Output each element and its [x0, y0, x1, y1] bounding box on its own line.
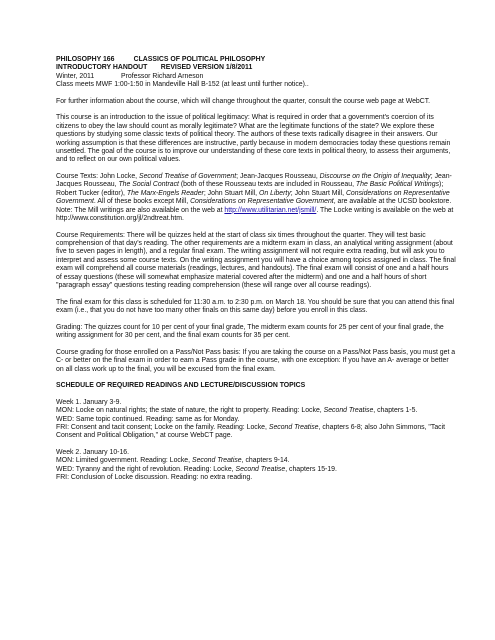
- book-title: Considerations on Representative Government: [190, 198, 334, 206]
- book-title: Considerations on Representative Government: [56, 189, 450, 206]
- entry-text: MON: Locke on natural rights; the state of nature, the right to property. Reading: Locke,: [56, 407, 324, 415]
- week-heading: Week 2. January 10-16.: [56, 448, 130, 456]
- texts-part: ); Robert Tucker (editor),: [56, 181, 444, 197]
- texts-part: ; John Stuart Mill,: [203, 189, 259, 197]
- handout-title: INTRODUCTORY HANDOUT REVISED VERSION 1/8/2011: [56, 64, 253, 72]
- schedule-title: SCHEDULE OF REQUIRED READINGS AND LECTURE/DISCUSSION TOPICS: [56, 382, 306, 390]
- entry-text: FRI: Consent and tacit consent; Locke on the family. Reading: Locke,: [56, 423, 269, 431]
- book-title: Second Treatise: [323, 407, 374, 415]
- texts-part: ; John Stuart Mill,: [290, 189, 346, 197]
- week-entry-mon: [56, 457, 456, 465]
- week-2-block: [56, 449, 456, 483]
- entry-text: , chapters 6-8; also John Simmons, "Tacit Consent and Political Obligation," at course WebCT page.: [56, 423, 446, 440]
- texts-part: ; Jean-Jacques Rousseau,: [56, 173, 452, 189]
- texts-part: Course Texts: John Locke,: [56, 173, 139, 181]
- book-title: Second Treatise: [268, 423, 319, 431]
- final-exam-paragraph: The final exam for this class is scheduled for 11:30 a.m. to 2:30 p.m. on March 18. You should be sure that you can attend this final exam (i.e., that you do not have too many other finals on this same day) before you enroll in this class.: [56, 298, 455, 315]
- document-header: [56, 56, 456, 90]
- requirements-paragraph: Course Requirements: There will be quizzes held at the start of class six times throughout the quarter. They will test basic comprehension of that day's reading. The other requirements are a midterm exam in class, an analytical writing assignment (about five to seven pages in length), and a regular final exam. The writing assignment will not require extra reading, but will ask you to interpret and assess some course texts. On the writing assignment you will have a choice among topics assigned in class. The final exam will comprehend all course materials (readings, lectures, and handouts). The final exam will consist of one and a half hours of essay questions (these will somewhat emphasize material covered after the midterm) and one and a half hours of short "paragraph essay" questions testing reading comprehension (these will range over all course readings).: [56, 231, 456, 290]
- course-title: PHILOSOPHY 166 CLASSICS OF POLITICAL PHILOSOPHY: [56, 56, 266, 63]
- week-entry-wed: WED: Same topic continued. Reading: same as for Monday.: [56, 415, 240, 423]
- book-title: The Marx-Engels Reader: [126, 189, 204, 197]
- mill-writings-link[interactable]: http://www.utilitarian.net/jsmill/: [224, 206, 317, 214]
- texts-part: (both of these Rousseau texts are included in Rousseau,: [178, 181, 356, 189]
- term-professor: Winter, 2011 Professor Richard Arneson: [56, 72, 204, 80]
- entry-text: WED: Tyranny and the right of revolution. Reading: Locke,: [56, 465, 236, 473]
- week-entry-fri: [56, 424, 456, 441]
- webct-paragraph: For further information about the course, which will change throughout the quarter, consult the course web page at WebCT.: [56, 97, 431, 105]
- texts-part: . All of these books except Mill,: [93, 198, 191, 206]
- pass-not-pass-paragraph: Course grading for those enrolled on a Pass/Not Pass basis: If you are taking the course on a Pass/Not Pass basis, you must get a C- or better on the final exam in order to earn a Pass grade in the course, with one exception: If you have an A- average or better on all class work up to the final, you will be excused from the final exam.: [56, 348, 456, 373]
- entry-text: , chapters 9-14.: [241, 457, 290, 465]
- texts-part: ; Jean-Jacques Rousseau,: [236, 173, 320, 181]
- week-entry-wed: [56, 466, 456, 474]
- document-body: [56, 56, 456, 491]
- book-title: The Social Contract: [118, 181, 179, 189]
- book-title: The Basic Political Writings: [355, 181, 440, 189]
- intro-paragraph: This course is an introduction to the issue of political legitimacy: What is required in order that a government's coercion of its citizens to obey the law should count as morally legitimate? What are the legitimate functions of the state? We explore these questions by studying some classic texts of political theory. The authors of these texts radically disagree in their answers. Our working assumption is that these differences are instructive, partly because in modern democracies today these questions remain unsettled. The goal of the course is to improve our understanding of these core texts in political theory, to assess their arguments, and to reflect on our own political values.: [56, 114, 451, 164]
- book-title: Second Treatise of Government: [139, 173, 237, 181]
- book-title: Second Treatise: [235, 465, 286, 473]
- week-1-block: [56, 399, 456, 441]
- course-texts-paragraph: [56, 173, 456, 223]
- class-meeting-info: Class meets MWF 1:00-1:50 in Mandeville Hall B-152 (at least until further notice)..: [56, 81, 309, 89]
- book-title: Discourse on the Origin of Inequality: [319, 173, 431, 181]
- texts-part: . The Locke writing is available on the web at http://www.constitution.org/jl/2ndtreat.htm.: [56, 206, 454, 223]
- entry-text: MON: Limited government. Reading: Locke,: [56, 457, 192, 465]
- week-entry-fri: FRI: Conclusion of Locke discussion. Reading: no extra reading.: [56, 474, 253, 482]
- week-entry-mon: [56, 407, 456, 415]
- entry-text: , chapters 15-19.: [285, 465, 337, 473]
- entry-text: , chapters 1-5.: [373, 407, 418, 415]
- grading-paragraph: Grading: The quizzes count for 10 per cent of your final grade, The midterm exam counts for 25 per cent of your final grade, the writing assignment for 30 per cent, and the final exam counts for 35 per cent.: [56, 323, 444, 340]
- week-heading: Week 1. January 3-9.: [56, 398, 122, 406]
- texts-part: , are available at the UCSD bookstore. Note: The Mill writings are also available on the web at: [56, 198, 452, 214]
- book-title: Second Treatise: [191, 457, 242, 465]
- book-title: On Liberty: [259, 189, 291, 197]
